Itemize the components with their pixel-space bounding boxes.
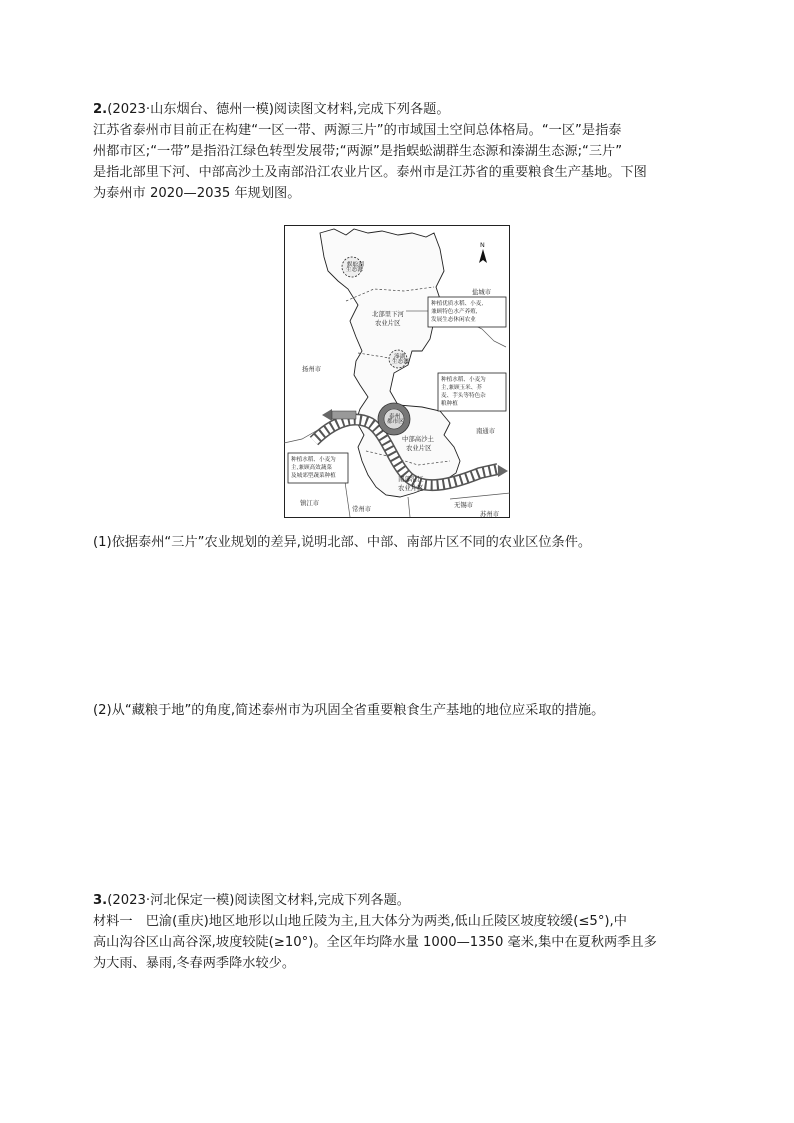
q3-material <box>93 911 723 974</box>
note-mid-line: 主,兼顾玉米、芥 <box>441 385 482 391</box>
q3-header <box>93 890 723 911</box>
eco-wugong-label: 蜈蚣湖 <box>347 262 364 268</box>
zone-south-label: 农业片区 <box>398 484 424 492</box>
q2-sub2: (2)从“藏粮于地”的角度,简述泰州市为巩固全省重要粮食生产基地的地位应采取的措施。 <box>93 703 605 718</box>
zone-north-label: 北部里下河 <box>372 310 404 318</box>
zone-mid-label: 农业片区 <box>406 444 432 452</box>
city-wuxi: 无锡市 <box>454 501 474 509</box>
note-north-line: 种植优质水稻、小麦, <box>431 301 484 307</box>
q2-sub1: (1)依据泰州“三片”农业规划的差异,说明北部、中部、南部片区不同的农业区位条件。 <box>93 535 592 550</box>
eco-qinhu-label: 生态源 <box>392 359 409 365</box>
q2-intro <box>93 120 723 204</box>
q3-number: 3. <box>93 893 108 908</box>
note-north-line: 兼顾特色水产养殖, <box>431 309 478 315</box>
q3-source: (2023·河北保定一模)阅读图文材料,完成下列各题。 <box>107 893 410 908</box>
note-south-line: 及城郊型蔬菜种植 <box>291 473 336 479</box>
metro-label: 泰州 <box>389 414 401 420</box>
q3-material-line: 材料一 巴渝(重庆)地区地形以山地丘陵为主,且大体分为两类,低山丘陵区坡度较缓(≤5°),中 <box>93 914 627 929</box>
note-mid-line: 麦、芋头等特色杂 <box>441 393 486 399</box>
city-changzhou: 常州市 <box>352 505 372 513</box>
eco-wugong-label: 生态源 <box>346 267 363 273</box>
zone-mid-label: 中部高沙土 <box>402 435 434 443</box>
q2-intro-line: 为泰州市 2020—2035 年规划图。 <box>93 186 301 201</box>
note-north-line: 发展生态休闲农业 <box>431 317 476 323</box>
q2-source: (2023·山东烟台、德州一模)阅读图文材料,完成下列各题。 <box>107 102 450 117</box>
zone-south-label: 南部沿江 <box>398 475 424 483</box>
note-south-line: 种植水稻、小麦为 <box>291 457 336 463</box>
north-label: N <box>480 241 485 249</box>
q2-intro-line: 州都市区;“一带”是指沿江绿色转型发展带;“两源”是指蜈蚣湖群生态源和溱湖生态源;“三片” <box>93 144 623 159</box>
note-mid-line: 种植水稻、小麦为 <box>441 377 486 383</box>
city-zhenjiang: 镇江市 <box>300 499 320 507</box>
q3-material-line: 高山沟谷区山高谷深,坡度较陡(≥10°)。全区年均降水量 1000—1350 毫米,集中在夏秋两季且多 <box>93 935 657 950</box>
city-yancheng: 盐城市 <box>472 288 492 296</box>
metro-label: 都市区 <box>387 419 404 425</box>
city-yangzhou: 扬州市 <box>302 365 322 373</box>
city-suzhou: 苏州市 <box>480 510 500 518</box>
taizhou-plan-map <box>284 225 510 518</box>
q2-header <box>93 99 723 120</box>
note-south-line: 主,兼顾高效蔬菜 <box>291 465 332 471</box>
q2-intro-line: 是指北部里下河、中部高沙土及南部沿江农业片区。泰州市是江苏省的重要粮食生产基地。下图 <box>93 165 647 180</box>
q3-material-line: 为大雨、暴雨,冬春两季降水较少。 <box>93 956 296 971</box>
q2-number: 2. <box>93 102 108 117</box>
belt-arrow-west-shaft <box>332 411 356 419</box>
eco-qinhu-label: 溱湖 <box>394 354 406 360</box>
city-nantong: 南通市 <box>476 427 496 435</box>
note-mid-line: 粮种植 <box>441 401 458 407</box>
zone-north-label: 农业片区 <box>375 319 401 327</box>
q2-intro-line: 江苏省泰州市目前正在构建“一区一带、两源三片”的市域国土空间总体格局。“一区”是指泰 <box>93 123 622 138</box>
